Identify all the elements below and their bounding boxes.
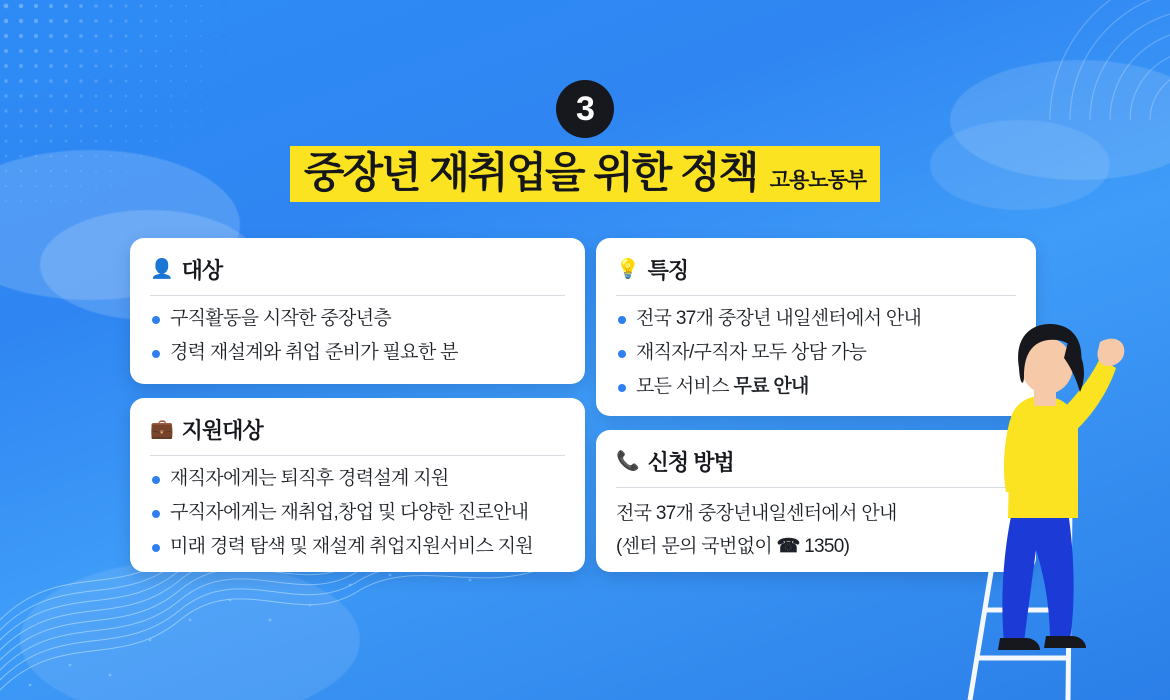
panel-features-title: 특징 [647, 258, 689, 283]
panel-support-header [150, 414, 565, 456]
list-item-emphasis: 무료 안내 [733, 375, 809, 397]
briefcase-icon: 💼 [150, 419, 174, 440]
panel-support [130, 398, 585, 572]
list-item-text: 모든 서비스 [636, 375, 734, 397]
person-icon: 👤 [150, 259, 174, 280]
list-item: 경력 재설계와 취업 준비가 필요한 분 [150, 342, 565, 365]
panel-support-title: 지원대상 [181, 418, 263, 443]
section-number-badge: 3 [556, 80, 614, 138]
panel-apply-title: 신청 방법 [647, 450, 734, 475]
list-item: 재직자에게는 퇴직후 경력설계 지원 [150, 468, 565, 491]
apply-line-1: 전국 37개 중장년내일센터에서 안내 [616, 503, 897, 524]
list-item: 미래 경력 탐색 및 재설계 취업지원서비스 지원 [150, 536, 565, 559]
person-on-ladder-illustration [950, 280, 1170, 700]
panel-target-title: 대상 [181, 258, 223, 283]
title-highlight [290, 146, 880, 202]
list-item: 전국 37개 중장년 내일센터에서 안내 [616, 308, 1016, 331]
panel-target-header [150, 254, 565, 296]
panel-target [130, 238, 585, 384]
lightbulb-icon: 💡 [616, 259, 640, 280]
panel-target-list [150, 308, 565, 365]
list-item: 구직자에게는 재취업,창업 및 다양한 진로안내 [150, 502, 565, 525]
panel-support-list [150, 468, 565, 558]
list-item: 구직활동을 시작한 중장년층 [150, 308, 565, 331]
list-item: 재직자/구직자 모두 상담 가능 [616, 342, 1016, 365]
title-agency: 고용노동부 [769, 169, 867, 192]
apply-note-prefix: (센터 문의 국번없이 [616, 535, 777, 557]
telephone-icon: ☎ [776, 535, 800, 557]
poster-title-block [0, 146, 1170, 202]
apply-phone-number: 1350) [799, 535, 850, 557]
page-title: 중장년 재취업을 위한 정책 [303, 149, 758, 196]
phone-icon: 📞 [616, 451, 640, 472]
